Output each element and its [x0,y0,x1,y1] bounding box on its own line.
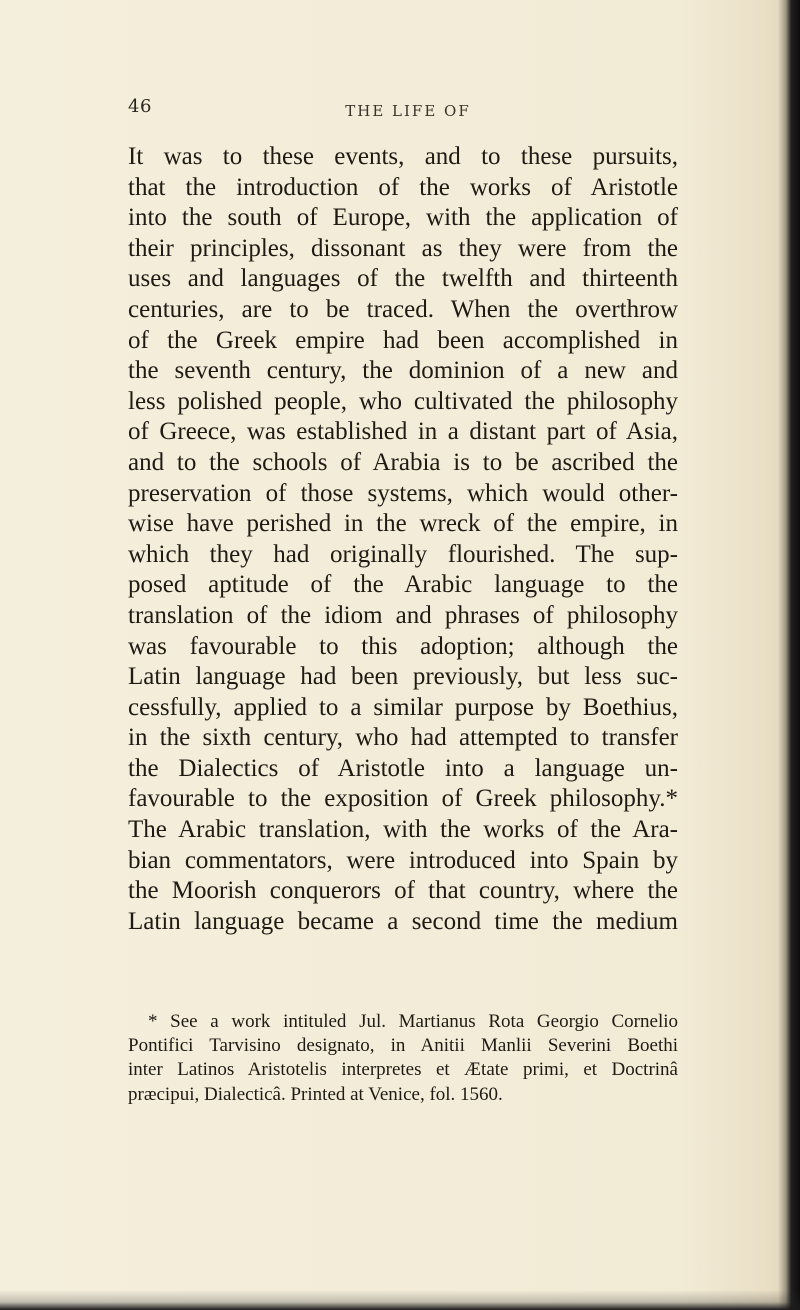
text-line: less polished people, who cultivated the philosophy [128,387,678,415]
text-line: of the Greek empire had been accomplished in [128,326,678,354]
text-line: It was to these events, and to these pursuits, [128,143,678,170]
text-line: that the introduction of the works of Aristotle [128,173,678,201]
page-number: 46 [128,96,152,117]
text-line: translation of the idiom and phrases of philosophy [128,601,678,629]
text-line: was favourable to this adoption; although the [128,632,678,660]
text-line: uses and languages of the twelfth and thirteenth [128,265,678,293]
page-header [128,96,688,126]
text-line: posed aptitude of the Arabic language to the [128,571,678,599]
text-line: favourable to the exposition of Greek philosophy.* [128,785,678,813]
footnote-line: præcipui, Dialecticâ. Printed at Venice, fol. 1560. [128,1083,503,1105]
text-line: wise have perished in the wreck of the empire, in [128,510,678,538]
text-line: the Moorish conquerors of that country, where the [128,877,678,905]
binding-shadow [778,0,800,1310]
text-line: the Dialectics of Aristotle into a language un- [128,754,678,782]
text-line: their principles, dissonant as they were from the [128,234,678,262]
text-line: in the sixth century, who had attempted to transfer [128,724,678,752]
footnote [128,1010,678,1107]
main-text [128,142,678,937]
text-line: into the south of Europe, with the application of [128,204,678,232]
text-line: cessfully, applied to a similar purpose by Boethius, [128,693,678,721]
text-line: and to the schools of Arabia is to be ascribed the [128,448,678,476]
text-line: the seventh century, the dominion of a new and [128,357,678,385]
page-bottom-edge [0,1290,800,1310]
text-line: The Arabic translation, with the works of the Ara- [128,816,678,844]
text-line: Latin language became a second time the medium [128,907,678,935]
text-line: bian commentators, were introduced into Spain by [128,846,678,874]
text-line: Latin language had been previously, but less suc- [128,663,678,691]
text-line: centuries, are to be traced. When the overthrow [128,295,678,323]
text-line: of Greece, was established in a distant part of Asia, [128,418,678,446]
running-head: THE LIFE OF [345,102,471,120]
footnote-line: Pontifici Tarvisino designato, in Anitii Manlii Severini Boethi [128,1035,678,1057]
footnote-line: inter Latinos Aristotelis interpretes et Ætate primi, et Doctrinâ [128,1059,678,1081]
text-line: which they had originally flourished. The sup- [128,540,678,568]
text-line: preservation of those systems, which would other- [128,479,678,507]
footnote-line: * See a work intituled Jul. Martianus Rota Georgio Cornelio [148,1011,678,1032]
